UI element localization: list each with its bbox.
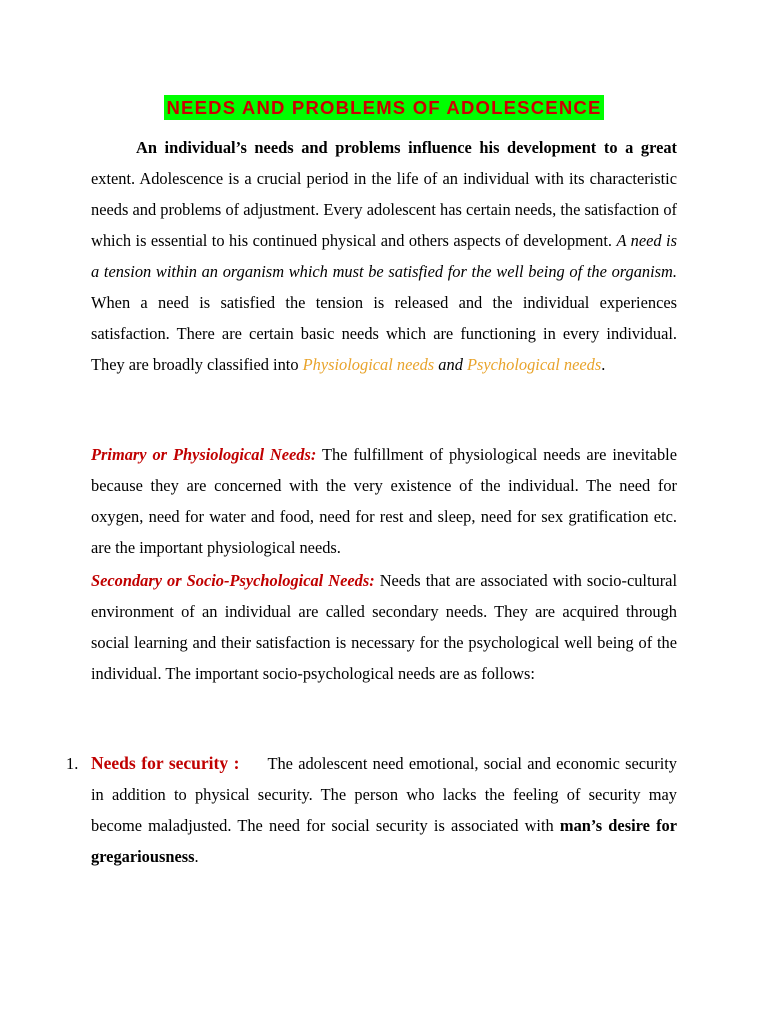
primary-needs-heading: Primary or Physiological Needs:: [91, 445, 317, 464]
and-word: and: [434, 355, 467, 374]
primary-needs-text: The fulfillment of physiological needs are inevitable because they are concerned with the very existence of the individual. The need for oxygen, need for water and food, need for rest and sleep, need for sex gratification etc. are the important physiological needs.: [91, 445, 677, 557]
intro-end: .: [601, 355, 606, 374]
need-definition: A need is a tension within an organism which must be satisfied for the well being of the organism.: [91, 231, 677, 281]
security-needs-heading: Needs for security :: [91, 753, 240, 773]
secondary-needs-text: Needs that are associated with socio-cultural environment of an individual are called secondary needs. They are acquired through social learning and their satisfaction is necessary for the psychological well being of the individual. The important socio-psychological needs are as follows:: [91, 571, 677, 683]
primary-needs-paragraph: [91, 439, 677, 563]
intro-text-1: extent. Adolescence is a crucial period in the life of an individual with its characteristic needs and problems of adjustment. Every adolescent has certain needs, the satisfaction of which is essential to his continued physical and others aspects of development.: [91, 169, 677, 250]
psychological-needs-label: Psychological needs: [466, 355, 602, 374]
list-item-body: [91, 748, 677, 872]
secondary-needs-paragraph: [91, 565, 677, 689]
list-item-number: 1.: [66, 754, 79, 773]
secondary-needs-heading: Secondary or Socio-Psychological Needs:: [91, 571, 375, 590]
security-needs-bold-tail: man’s desire for gregariousness: [91, 816, 677, 866]
security-needs-text: The adolescent need emotional, social and economic security in addition to physical security. The person who lacks the feeling of security may become maladjusted. The need for social security is associated with: [91, 754, 678, 835]
intro-lead-text: An individual’s needs and problems influence his development to a great: [136, 138, 677, 157]
intro-text-2: When a need is satisfied the tension is released and the individual experiences satisfaction. There are certain basic needs which are functioning in every individual. They are broadly classified into: [91, 293, 677, 374]
physiological-needs-label: Physiological needs: [302, 355, 435, 374]
title-container: [0, 95, 768, 120]
intro-paragraph: [91, 132, 677, 380]
page-title: NEEDS AND PROBLEMS OF ADOLESCENCE: [164, 95, 605, 120]
security-needs-end: .: [194, 847, 199, 866]
